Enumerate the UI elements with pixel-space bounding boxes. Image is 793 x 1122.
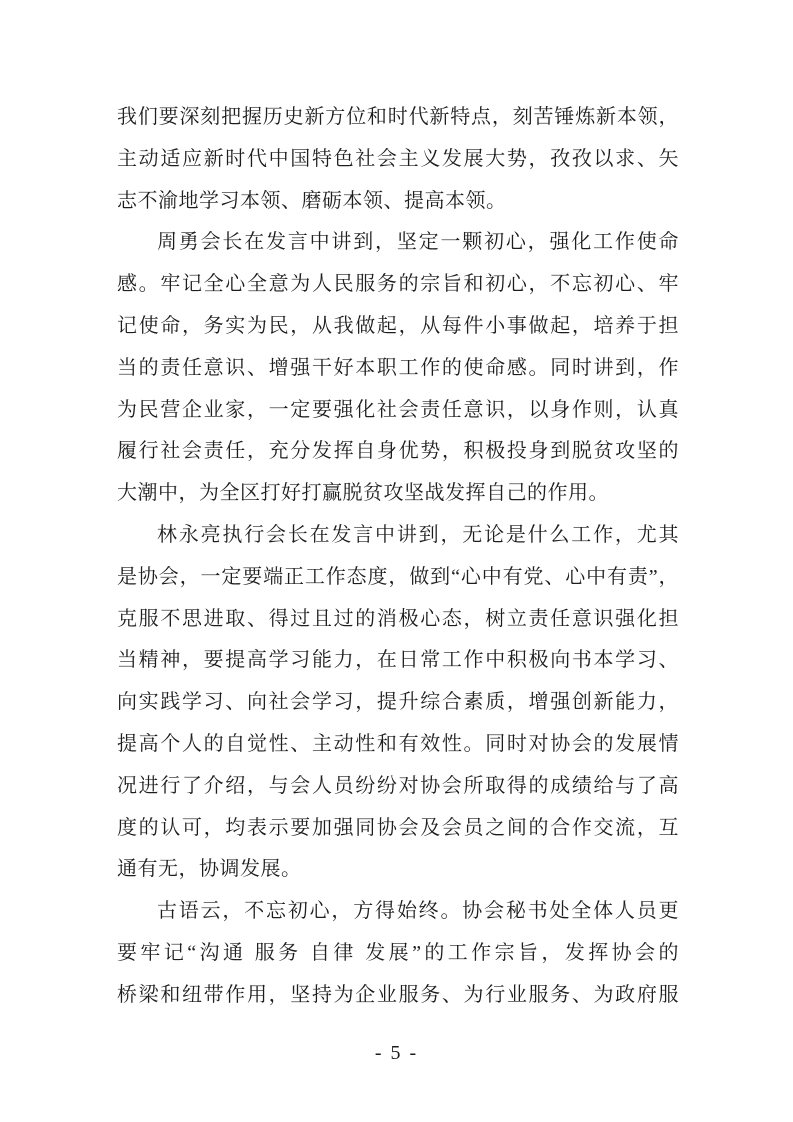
- text-line: 古语云，不忘初心，方得始终。协会秘书处全体人员更: [157, 900, 679, 923]
- text-line: 感。牢记全心全意为人民服务的宗旨和初心，不忘初心、牢: [117, 273, 679, 296]
- text-line: 志不渝地学习本领、磨砺本领、提高本领。: [117, 189, 507, 212]
- text-line: 为民营企业家，一定要强化社会责任意识，以身作则，认真: [117, 398, 679, 421]
- text-line: 向实践学习、向社会学习，提升综合素质，增强创新能力，: [117, 691, 679, 714]
- text-line: 当的责任意识、增强干好本职工作的使命感。同时讲到，作: [117, 356, 679, 379]
- text-line: 履行社会责任，充分发挥自身优势，积极投身到脱贫攻坚的: [117, 440, 679, 463]
- text-line: 主动适应新时代中国特色社会主义发展大势，孜孜以求、矢: [117, 147, 679, 170]
- text-line: 度的认可，均表示要加强同协会及会员之间的合作交流，互: [117, 816, 679, 839]
- text-line: 当精神，要提高学习能力，在日常工作中积极向书本学习、: [117, 649, 679, 672]
- text-line: 是协会，一定要端正工作态度，做到“心中有党、心中有责”，: [117, 565, 679, 588]
- text-line: 周勇会长在发言中讲到，坚定一颗初心，强化工作使命: [157, 231, 679, 254]
- paragraph: [117, 515, 679, 891]
- paragraph: [117, 891, 679, 1016]
- text-line: 我们要深刻把握历史新方位和时代新特点，刻苦锤炼新本领，: [117, 106, 679, 128]
- paragraph: [117, 97, 679, 222]
- text-line: 要牢记“沟通 服务 自律 发展”的工作宗旨，发挥协会的: [117, 941, 679, 964]
- text-line: 通有无，协调发展。: [117, 858, 302, 881]
- text-line: 提高个人的自觉性、主动性和有效性。同时对协会的发展情: [117, 732, 679, 755]
- text-line: 桥梁和纽带作用，坚持为企业服务、为行业服务、为政府服: [117, 983, 679, 1006]
- document-body: [117, 97, 679, 1017]
- text-line: 况进行了介绍，与会人员纷纷对协会所取得的成绩给与了高: [117, 774, 679, 797]
- text-line: 克服不思进取、得过且过的消极心态，树立责任意识强化担: [117, 607, 679, 630]
- text-line: 大潮中，为全区打好打赢脱贫攻坚战发挥自己的作用。: [117, 482, 609, 505]
- page-number: - 5 -: [374, 1042, 419, 1064]
- paragraph: [117, 222, 679, 515]
- text-line: 记使命，务实为民，从我做起，从每件小事做起，培养于担: [117, 314, 679, 337]
- text-line: 林永亮执行会长在发言中讲到，无论是什么工作，尤其: [157, 523, 679, 546]
